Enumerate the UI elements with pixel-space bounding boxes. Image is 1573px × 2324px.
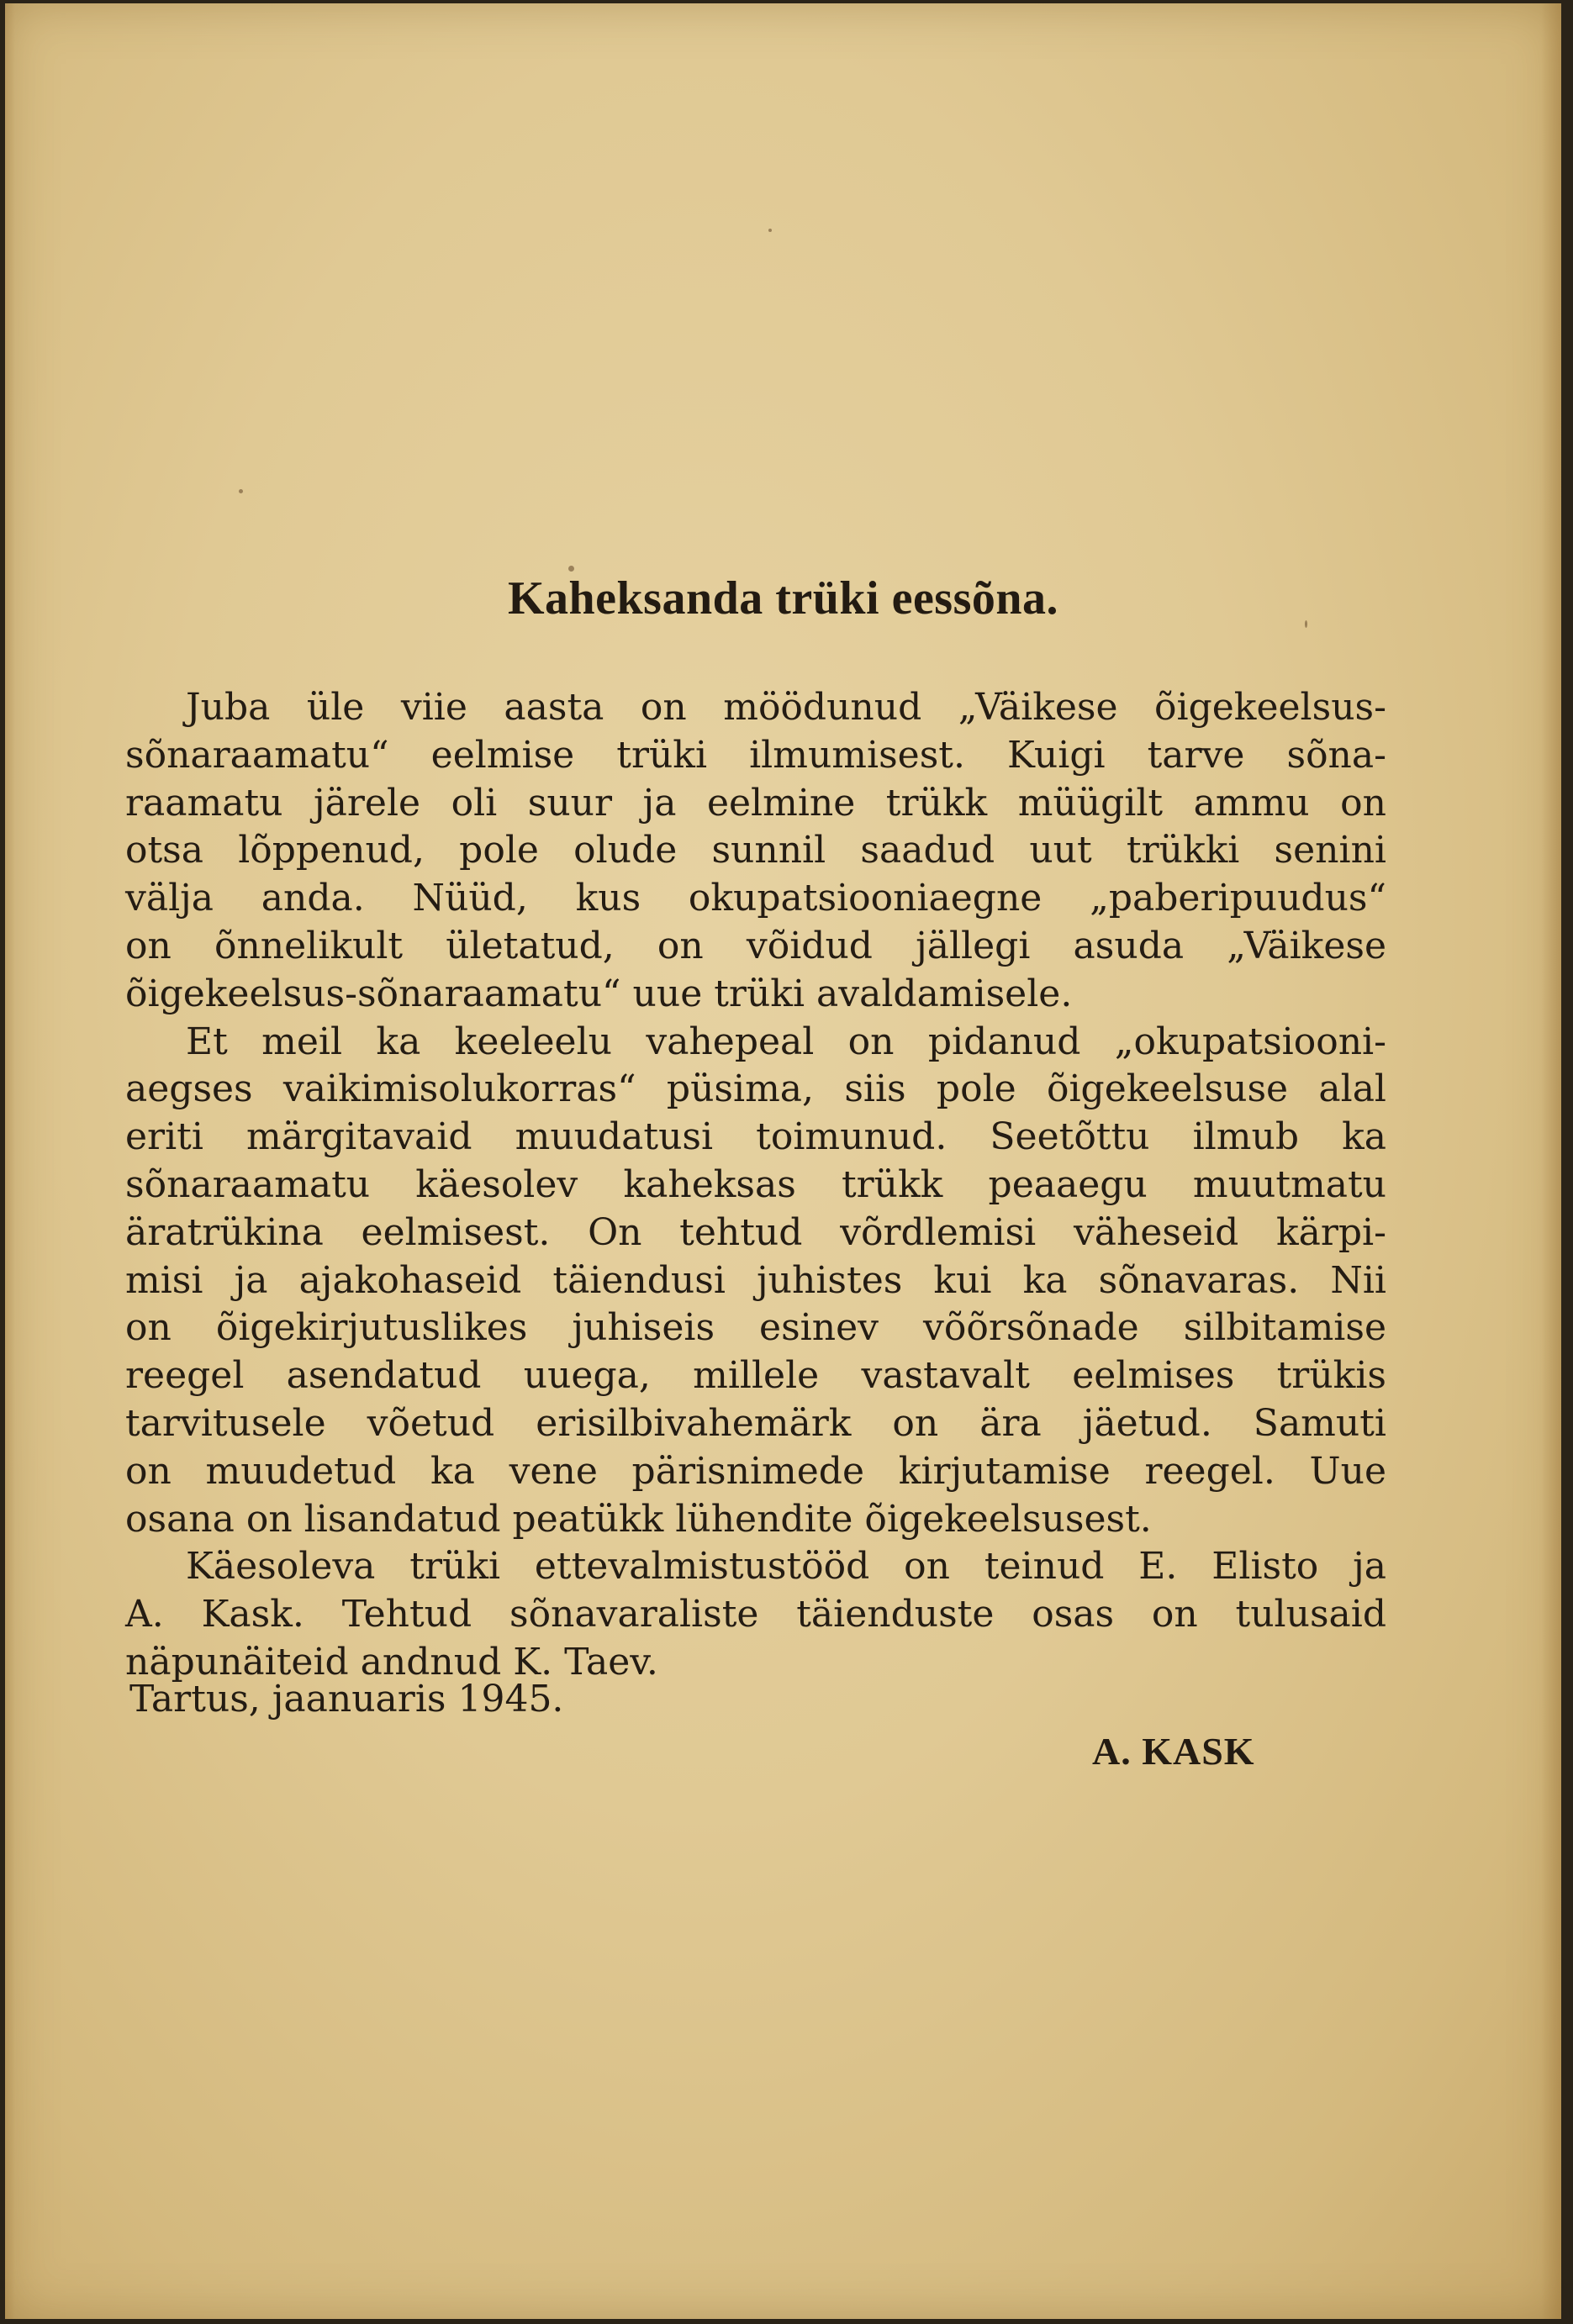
text-line: eriti märgitavaid muudatusi toimunud. Seetõttu ilmub ka [125,1115,1386,1159]
text-line: sõnaraamatu käesolev kaheksas trükk peaaegu muutmatu [125,1162,1386,1206]
text-line: Juba üle viie aasta on möödunud „Väikese õigekeelsus- [186,686,1386,729]
text-line: Et meil ka keeleelu vahepeal on pidanud „okupatsiooni- [186,1020,1386,1063]
preface-body [125,684,1386,1687]
page-left-edge [5,3,15,2319]
page-right-edge [1541,3,1561,2319]
text-line: õigekeelsus-sõnaraamatu“ uue trüki avaldamisele. [125,972,1073,1015]
text-line: Käesoleva trüki ettevalmistustööd on teinud E. Elisto ja [186,1545,1386,1589]
text-line: raamatu järele oli suur ja eelmine trükk müügilt ammu on [125,781,1386,825]
text-line: A. Kask. Tehtud sõnavaraliste täienduste osas on tulusaid [125,1593,1386,1636]
document-page [5,3,1561,2319]
page-title: Kaheksanda trüki eessõna. [507,572,1059,624]
paper-speck [768,229,772,232]
text-line: on õnnelikult ületatud, on võidud jällegi asuda „Väikese [125,924,1386,967]
text-line: reegel asendatud uuega, millele vastavalt eelmises trükis [125,1354,1386,1398]
paper-speck [239,489,243,493]
author-signature: A. KASK [1092,1730,1255,1773]
text-line: välja anda. Nüüd, kus okupatsiooniaegne „paberipuudus“ [125,877,1386,920]
text-line: äratrükina eelmisest. On tehtud võrdlemisi väheseid kärpi- [125,1210,1386,1254]
text-line: aegses vaikimisolukorras“ püsima, siis pole õigekeelsuse alal [125,1067,1386,1111]
text-line: on muudetud ka vene pärisnimede kirjutamise reegel. Uue [125,1449,1386,1493]
text-line: misi ja ajakohaseid täiendusi juhistes kui ka sõnavaras. Nii [125,1258,1386,1302]
text-line: on õigekirjutuslikes juhiseis esinev võõrsõnade silbitamise [125,1306,1386,1350]
text-line: otsa lõppenud, pole olude sunnil saadud uut trükki senini [125,829,1386,872]
text-line: osana on lisandatud peatükk lühendite õigekeelsusest. [125,1497,1152,1541]
text-line: tarvitusele võetud erisilbivahemärk on ära jäetud. Samuti [125,1401,1386,1445]
text-line: näpunäiteid andnud K. Taev. [125,1640,658,1684]
place-and-date: Tartus, jaanuaris 1945. [129,1678,564,1721]
paper-speck [568,566,574,572]
text-line: sõnaraamatu“ eelmise trüki ilmumisest. Kuigi tarve sõna- [125,733,1386,777]
